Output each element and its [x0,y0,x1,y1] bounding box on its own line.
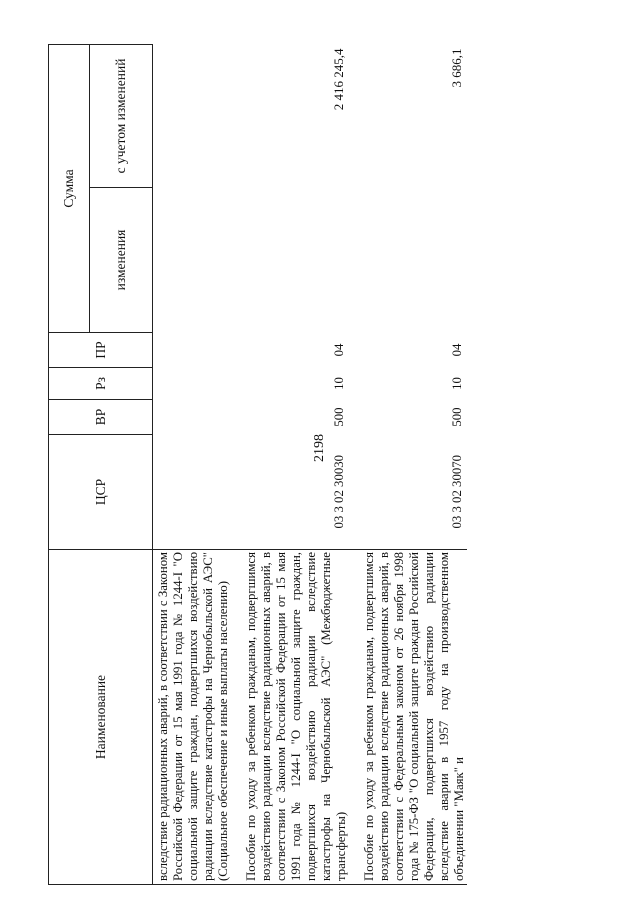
row-rz [153,368,232,400]
row-s-uchetom: 2 416 245,4 [331,48,346,111]
row-csr: 03 3 02 30070 [450,454,464,529]
header-vr: ВР [49,400,153,435]
header-rz: Рз [49,368,153,400]
table-row [241,44,349,884]
row-name-cell [359,550,467,885]
header-csr: ЦСР [49,435,153,550]
budget-table [48,44,467,885]
row-rz: 10 [450,377,464,390]
row-izmeneniya [153,188,232,333]
page-number: 2198 [312,434,327,462]
row-name-cell [241,550,349,885]
row-csr: 03 3 02 30030 [332,454,346,529]
row-pr [153,333,232,368]
row-name: Пособие по уходу за ребенком гражданам, подвергшимся воздействию радиации вследствие радиационных аварий, в соответствии с Законом Российской Федерации от 15 мая 1991 года № 1244-I "О социальной защите граждан, подвергшихся воздействию радиации вследствие катастрофы на Чернобыльской АЭС" (Межбюджетные трансферты) [244,552,348,881]
row-vr: 500 [332,407,346,427]
row-pr: 04 [332,343,346,357]
header-name: Наименование [49,550,153,885]
table-row [359,44,467,884]
row-name: вследствие радиационных аварий, в соответствии с Законом Российской Федерации от 15 мая 1991 года № 1244-I "О социальной защите граждан, подвергшихся воздействию радиации вследствие катастрофы на Чернобыльской АЭС" (Социальное обеспечение и иные выплаты населению) [156,552,230,881]
row-name: Пособие по уходу за ребенком гражданам, подвергшимся воздействию радиации вследствие радиационных аварий, в соответствии с Федеральным законом от 26 ноября 1998 года № 175-ФЗ "О социальной защите граждан Российской Федерации, подвергшихся воздействию радиации вследствие аварии в 1957 году на производственном объединении "Маяк" и [362,552,466,881]
row-pr: 04 [450,343,464,357]
row-izmeneniya [359,188,467,333]
header-pr: ПР [49,333,153,368]
row-vr: 500 [450,407,464,427]
row-izmeneniya [241,188,349,333]
header-s-uchetom: с учетом изменений [90,44,153,187]
header-summa: Сумма [49,44,90,332]
row-vr [153,400,232,435]
row-s-uchetom [153,44,232,187]
table-row [153,44,232,884]
row-s-uchetom: 3 686,1 [449,48,464,88]
header-izmeneniya: изменения [90,188,153,333]
rotated-page-content [48,45,608,885]
row-name-cell [153,550,232,885]
row-csr [153,435,232,550]
row-rz: 10 [332,377,346,390]
